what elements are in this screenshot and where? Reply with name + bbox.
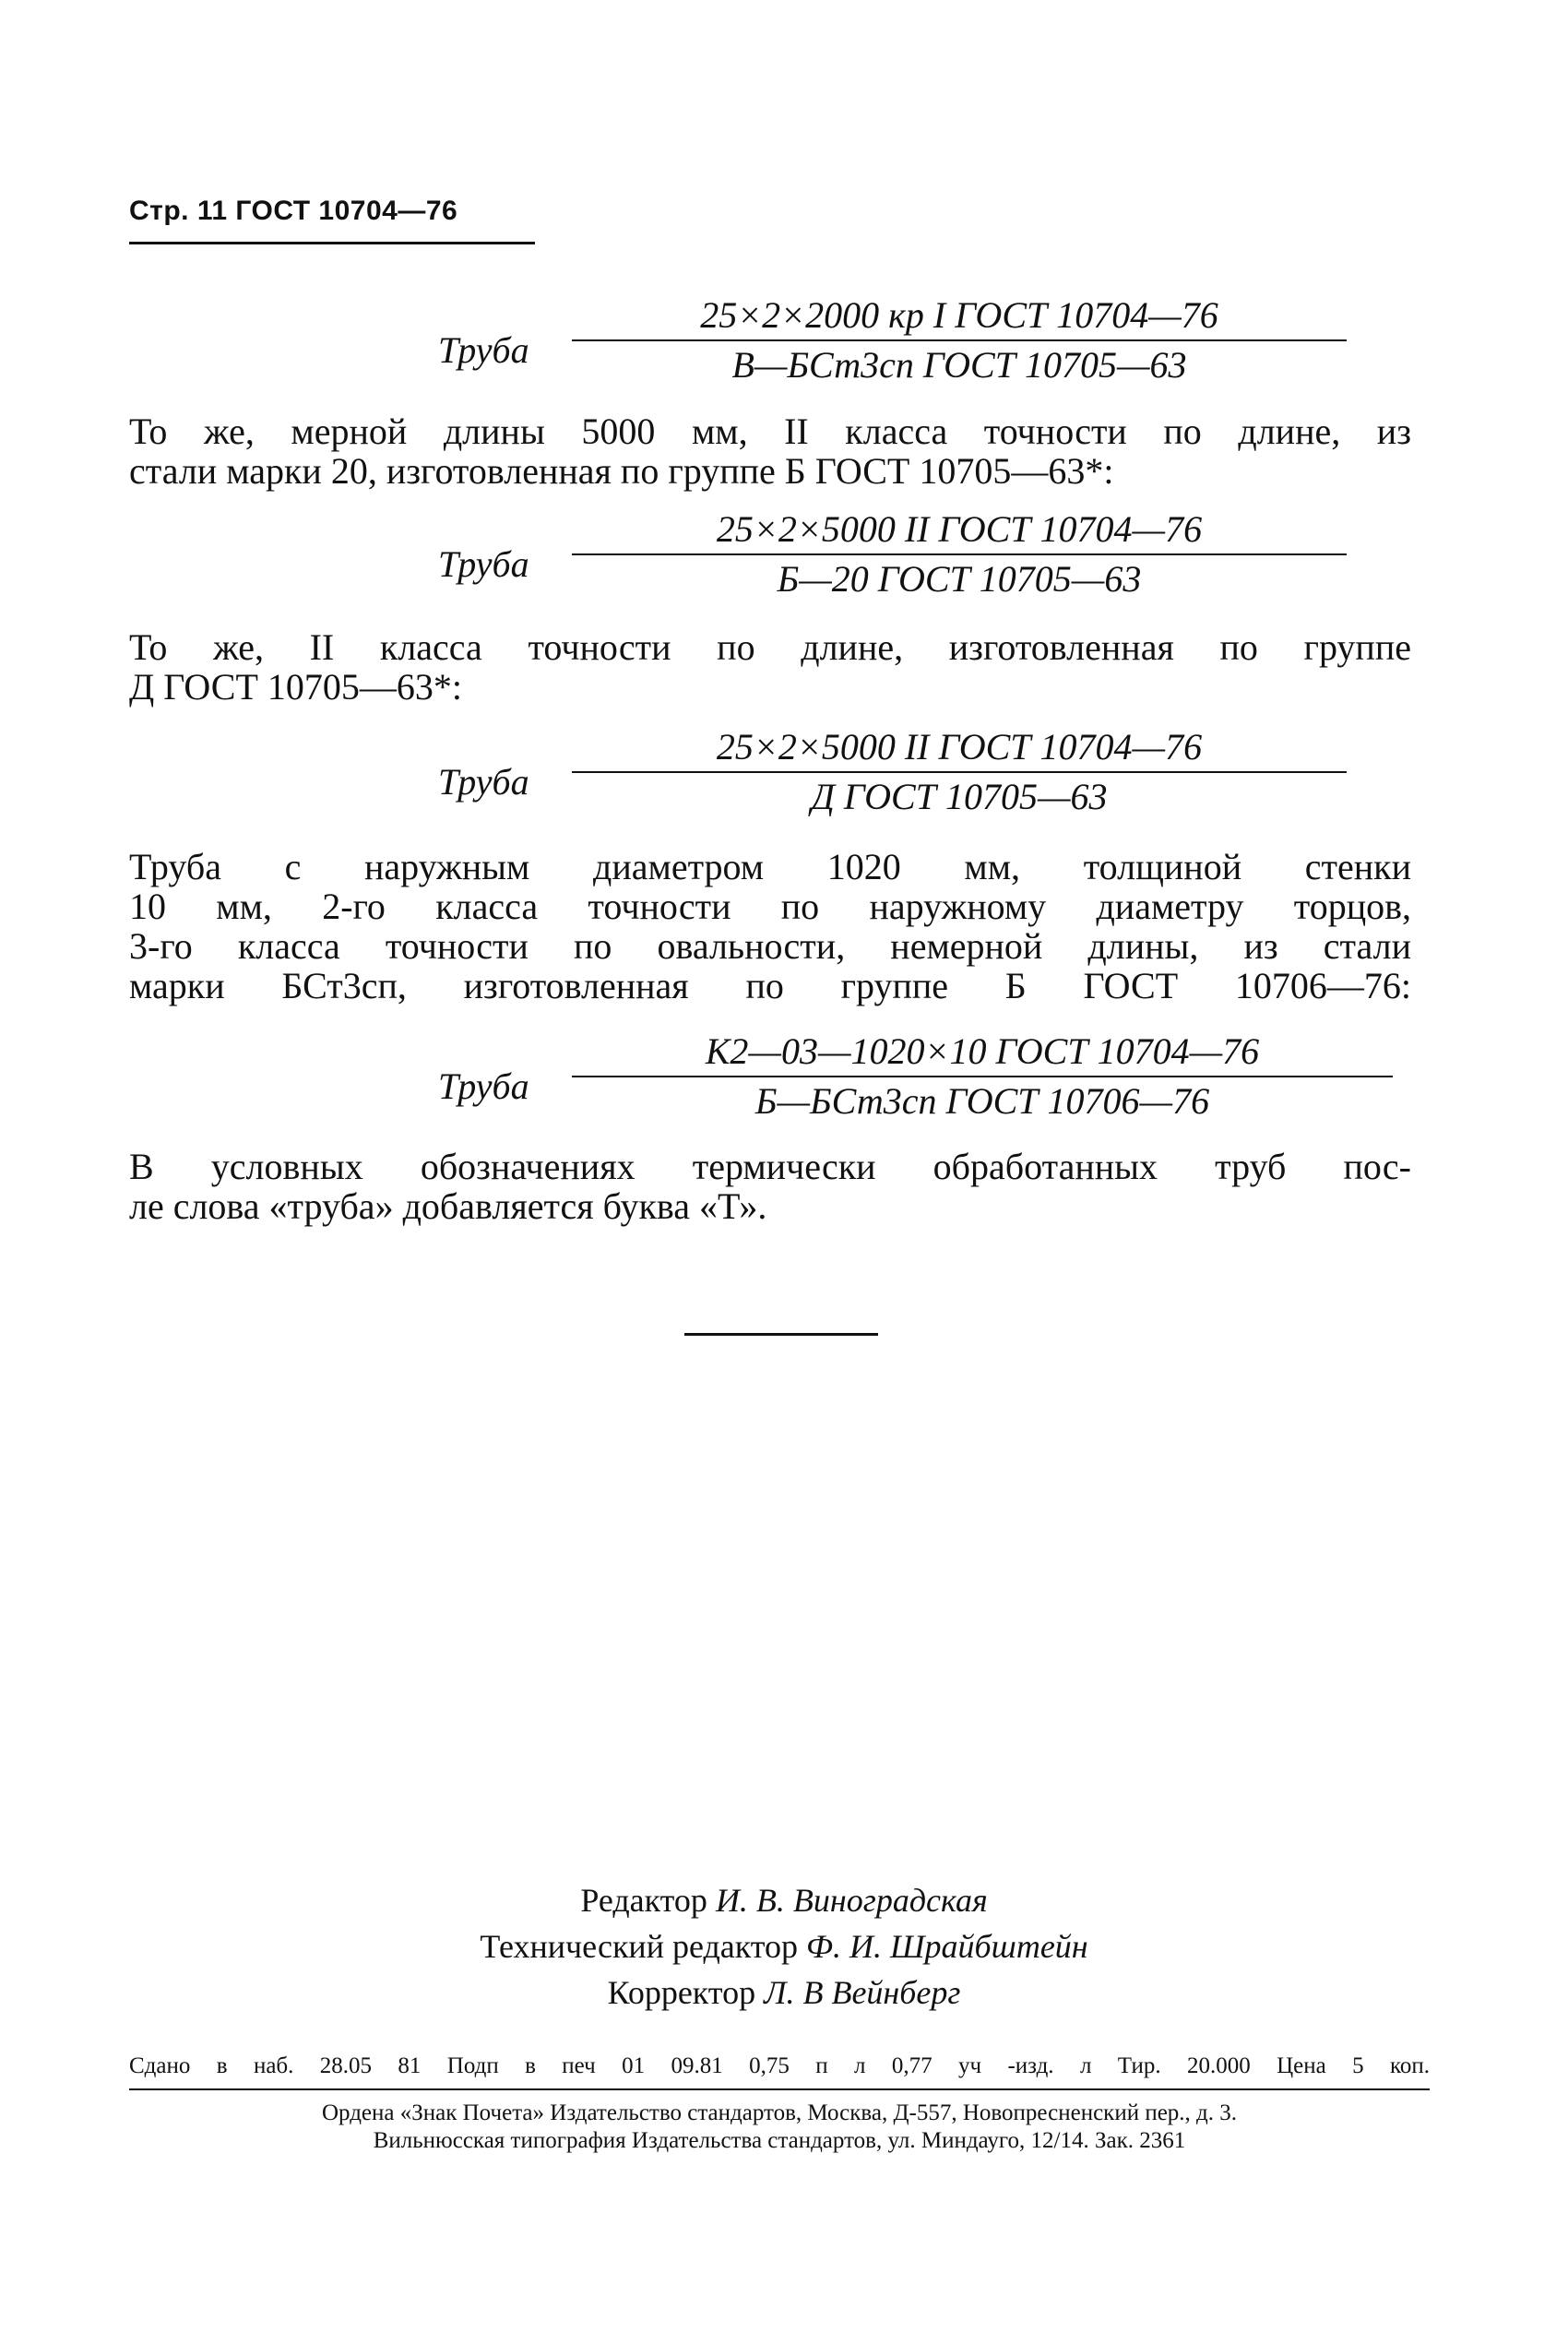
text-line: Д ГОСТ 10705—63*: [129,666,463,708]
paragraph-2 [129,627,1411,707]
editor-name: И. В. Виноградская [715,1882,988,1919]
tech-editor-name: Ф. И. Шрайбштейн [806,1928,1088,1965]
credits-block [0,1877,1568,2016]
text-line: То же, II класса точности по длине, изготовленная по группе [129,626,1411,668]
header-underline [129,242,535,244]
text-line: В условных обозначениях термически обработанных труб пос- [129,1146,1411,1187]
imprint-rule [129,2088,1430,2090]
formula-denominator: Б—20 ГОСТ 10705—63 [777,558,1142,600]
imprint-text: Ордена «Знак Почета» Издательство стандартов, Москва, Д-557, Новопресненский пер., д. 3. [321,2100,1238,2125]
text-line: 10 мм, 2-го класса точности по наружному диаметру торцов, [129,886,1411,927]
formula-word: Труба [438,761,529,803]
paragraph-1 [129,411,1411,491]
text-line: То же, мерной длины 5000 мм, II класса точности по длине, из [129,410,1411,452]
formula-denominator: Б—БСт3сп ГОСТ 10706—76 [754,1080,1210,1122]
formula-fraction [572,293,1347,387]
tech-editor-label: Технический редактор [480,1928,799,1965]
corrector-row [0,1969,1568,2016]
page-header: Стр. 11 ГОСТ 10704—76 [129,196,458,226]
imprint-text: Сдано в наб. 28.05 81 Подп в печ 01 09.81 0,75 п л 0,77 уч -изд. л Тир. 20.000 Цена 5 коп. [129,2053,1430,2078]
fraction-bar [572,1076,1393,1077]
formula-word: Труба [438,543,529,585]
text-line: марки БСт3сп, изготовленная по группе Б ГОСТ 10706—76: [129,965,1411,1006]
editor-label: Редактор [580,1882,707,1919]
fraction-bar [572,771,1347,773]
formula-word: Труба [438,1065,529,1107]
formula-numerator: 25×2×5000 II ГОСТ 10704—76 [716,726,1203,767]
formula-denominator: Д ГОСТ 10705—63 [811,776,1108,817]
formula-numerator: К2—03—1020×10 ГОСТ 10704—76 [705,1030,1260,1072]
section-separator [684,1333,878,1336]
corrector-name: Л. В Вейнберг [764,1974,961,2011]
formula-numerator: 25×2×5000 II ГОСТ 10704—76 [716,508,1203,550]
fraction-bar [572,339,1347,341]
imprint-line-1 [129,2053,1430,2079]
imprint-text: Вильнюсская типография Издательства стандартов, ул. Миндауго, 12/14. Зак. 2361 [373,2128,1186,2153]
formula-numerator: 25×2×2000 кр I ГОСТ 10704—76 [700,294,1218,336]
formula-fraction [572,725,1347,819]
text-line: Труба с наружным диаметром 1020 мм, толщиной стенки [129,846,1411,887]
paragraph-3 [129,847,1411,1005]
text-line: стали марки 20, изготовленная по группе Б ГОСТ 10705—63*: [129,450,1114,492]
paragraph-4 [129,1147,1411,1226]
imprint-publisher [129,2100,1430,2155]
tech-editor-row [0,1923,1568,1969]
fraction-bar [572,553,1347,555]
formula-fraction [572,507,1347,601]
corrector-label: Корректор [607,1974,756,2011]
text-line: 3-го класса точности по овальности, немерной длины, из стали [129,925,1411,967]
formula-fraction [572,1029,1393,1124]
formula-denominator: В—БСт3сп ГОСТ 10705—63 [731,344,1187,386]
formula-word: Труба [438,329,529,371]
text-line: ле слова «труба» добавляется буква «Т». [129,1185,767,1227]
editor-row [0,1877,1568,1923]
